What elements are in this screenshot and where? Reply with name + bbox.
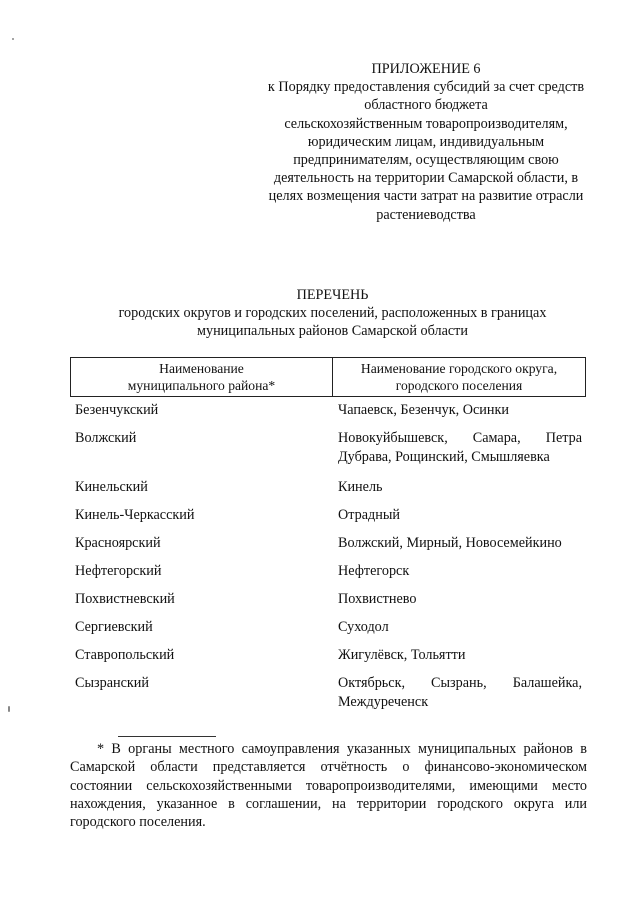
appendix-line: предпринимателям, осуществляющим свою — [293, 152, 559, 169]
district-cell: Кинельский — [75, 479, 148, 495]
towns-cell — [338, 646, 582, 665]
appendix-block — [250, 60, 602, 224]
list-title: ПЕРЕЧЕНЬ — [296, 287, 369, 303]
towns-cell — [338, 401, 582, 420]
table-header — [70, 357, 586, 397]
appendix-line: деятельность на территории Самарской области, в — [273, 170, 579, 187]
towns-cell — [338, 674, 582, 711]
appendix-title: ПРИЛОЖЕНИЕ 6 — [371, 61, 481, 77]
footnote-divider — [118, 736, 216, 737]
list-subtitle-line: муниципальных районов Самарской области — [197, 323, 468, 340]
scan-speck — [12, 38, 14, 40]
towns-line: Новокуйбышевск, Самара, Петра — [338, 430, 582, 446]
towns-cell — [338, 478, 582, 497]
district-cell: Безенчукский — [75, 402, 159, 418]
appendix-line: областного бюджета — [364, 97, 488, 114]
towns-cell — [338, 562, 582, 581]
towns-cell — [338, 534, 582, 553]
appendix-line: юридическим лицам, индивидуальным — [307, 133, 545, 150]
scan-speck — [8, 706, 10, 712]
towns-line: Волжский, Мирный, Новосемейкино — [338, 535, 562, 551]
column-header-line: Наименование городского округа, — [360, 361, 558, 376]
towns-line: Октябрьск, Сызрань, Балашейка, — [338, 675, 582, 691]
towns-line: Кинель — [338, 479, 383, 495]
appendix-line: целях возмещения части затрат на развитие отрасли — [268, 188, 584, 205]
district-cell: Похвистневский — [75, 591, 175, 607]
towns-line: Чапаевск, Безенчук, Осинки — [338, 402, 509, 418]
towns-cell — [338, 429, 582, 466]
district-cell: Нефтегорский — [75, 563, 162, 579]
towns-line: Суходол — [338, 619, 389, 635]
list-heading — [60, 286, 605, 341]
column-header-line: Наименование — [159, 361, 244, 376]
footnote-line: * В органы местного самоуправления указанных муниципальных районов в — [97, 741, 587, 757]
column-header-towns — [333, 358, 585, 396]
district-cell: Волжский — [75, 430, 137, 446]
district-cell: Сызранский — [75, 675, 149, 691]
column-header-district — [71, 358, 333, 396]
towns-line: Похвистнево — [338, 591, 417, 607]
footnote-line: нахождения, указанное в соглашении, на территории городского округа или — [70, 795, 587, 812]
towns-line: Нефтегорск — [338, 563, 410, 579]
towns-line: Жигулёвск, Тольятти — [338, 647, 466, 663]
towns-cell — [338, 506, 582, 525]
list-subtitle-line: городских округов и городских поселений, расположенных в границах — [118, 305, 547, 322]
column-header-line: муниципального района* — [127, 378, 276, 393]
district-cell: Красноярский — [75, 535, 161, 551]
district-cell: Кинель-Черкасский — [75, 507, 195, 523]
footnote-line: состоянии сельскохозяйственными товаропроизводителями, имеющими место — [70, 777, 587, 794]
appendix-line: к Порядку предоставления субсидий за счет средств — [267, 79, 585, 96]
appendix-line: сельскохозяйственным товаропроизводителям, — [284, 115, 568, 132]
towns-cell — [338, 590, 582, 609]
towns-cell — [338, 618, 582, 637]
towns-line: Междуреченск — [338, 693, 429, 710]
district-cell: Ставропольский — [75, 647, 175, 663]
towns-line: Отрадный — [338, 507, 400, 523]
footnote — [70, 740, 587, 831]
towns-line: Дубрава, Рощинский, Смышляевка — [338, 448, 550, 465]
appendix-line: растениеводства — [376, 206, 476, 223]
column-header-line: городского поселения — [395, 378, 523, 393]
footnote-line: городского поселения. — [70, 814, 206, 831]
district-cell: Сергиевский — [75, 619, 153, 635]
footnote-line: Самарской области представляется отчётность о финансово-экономическом — [70, 759, 587, 776]
